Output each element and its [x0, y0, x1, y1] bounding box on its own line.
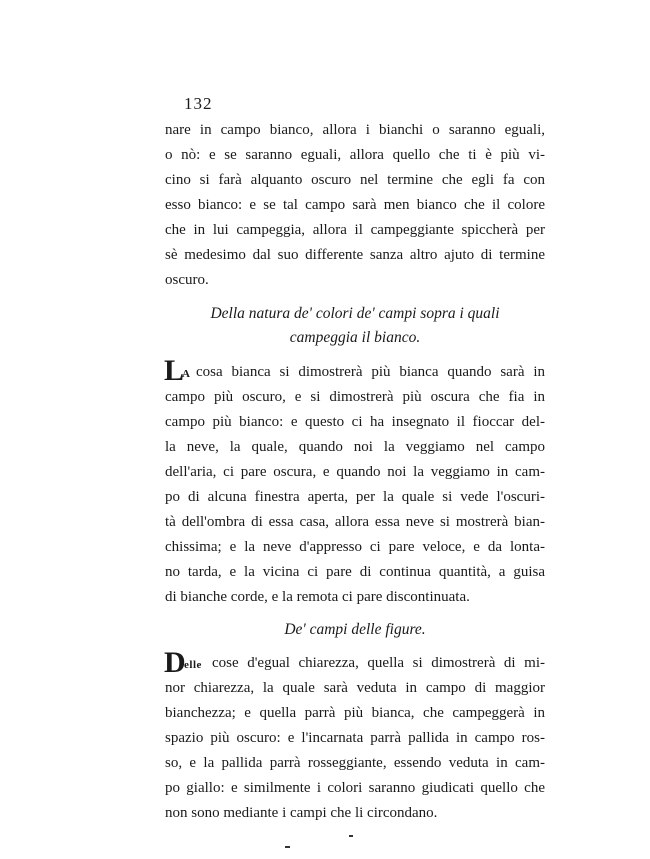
text-line: dell'aria, ci pare oscura, e quando noi la veggiamo in cam-	[165, 464, 545, 480]
page-number: 132	[184, 94, 213, 113]
text-line: oscuro.	[165, 272, 209, 288]
text-line: so, e la pallida parrà rosseggiante, essendo veduta in cam-	[165, 755, 545, 771]
text-line: sè medesimo dal suo differente sanza altro ajuto di termine	[165, 247, 545, 263]
text-line: po di alcuna finestra aperta, per la quale si vede l'oscuri-	[165, 489, 545, 505]
text-line: cino si farà alquanto oscuro nel termine che egli fa con	[165, 172, 545, 188]
text-line: nor chiarezza, la quale sarà veduta in campo di maggior	[165, 680, 545, 696]
text-line: spazio più oscuro: e l'incarnata parrà pallida in campo ros-	[165, 730, 545, 746]
text-line: po giallo: e similmente i colori saranno giudicati quello che	[165, 780, 545, 796]
text-line: che in lui campeggia, allora il campeggiante spiccherà per	[165, 222, 545, 238]
section-heading: De' campi delle figure.	[284, 621, 426, 638]
drop-cap: L	[164, 354, 185, 387]
ink-speck	[285, 846, 290, 848]
drop-cap-small: elle	[184, 659, 202, 671]
text-line: la neve, la quale, quando noi la veggiamo nel campo	[165, 439, 545, 455]
ink-speck	[349, 835, 353, 837]
text-line: nare in campo bianco, allora i bianchi o saranno eguali,	[165, 122, 545, 138]
drop-cap: D	[164, 646, 186, 679]
text-line: no tarda, e la vicina ci pare di continua quantità, a guisa	[165, 564, 545, 580]
text-line: campo più bianco: e questo ci ha insegnato il fioccar del-	[165, 414, 545, 430]
text-line: campo più oscuro, e si dimostrerà più oscura che fia in	[165, 389, 545, 405]
text-line: di bianche corde, e la remota ci pare discontinuata.	[165, 589, 470, 605]
text-line: non sono mediante i campi che li circondano.	[165, 805, 438, 821]
text-line: cosa bianca si dimostrerà più bianca quando sarà in	[196, 364, 545, 380]
text-line: tà dell'ombra di essa casa, allora essa neve si mostrerà bian-	[165, 514, 545, 530]
section-heading-cont: campeggia il bianco.	[289, 329, 421, 346]
text-line: cose d'egual chiarezza, quella si dimostrerà di mi-	[212, 655, 545, 671]
text-line: chissima; e la neve d'appresso ci pare veloce, e da lonta-	[165, 539, 545, 555]
text-line: esso bianco: e se tal campo sarà men bianco che il colore	[165, 197, 545, 213]
drop-cap-small: A	[182, 368, 191, 380]
section-heading: Della natura de' colori de' campi sopra i quali	[210, 305, 500, 322]
text-line: bianchezza; e quella parrà più bianca, che campeggerà in	[165, 705, 545, 721]
text-line: o nò: e se saranno eguali, allora quello che ti è più vi-	[165, 147, 545, 163]
